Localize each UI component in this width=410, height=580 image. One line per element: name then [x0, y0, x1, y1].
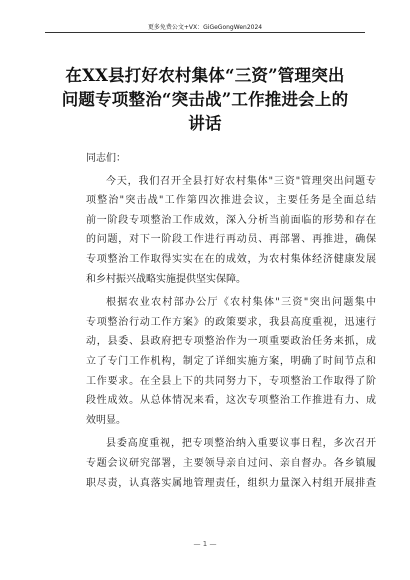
text-line: 专题会议研究部署，主要领导亲自过问、亲自督办。各乡镇履 [86, 457, 376, 469]
title-line: 问题专项整治“突击战”工作推进会上的 [61, 90, 349, 109]
page-header: 更多免费公文+VX：GiGeGongWen2024 [147, 24, 263, 31]
document-title [50, 64, 360, 136]
paragraph-3 [86, 434, 376, 493]
text-line: 今天，我们召开全县打好农村集体"三资"管理突出问题专 [106, 175, 376, 187]
header-divider [45, 32, 365, 33]
text-line: 段性成效。从总体情况来看，这次专项整治工作推进有力、成 [86, 395, 376, 407]
text-line: 立了专门工作机构，制定了详细实施方案，明确了时间节点和 [86, 355, 376, 367]
text-line: 动，县委、县政府把专项整治作为一项重要政治任务来抓，成 [86, 336, 376, 348]
text-line: 职尽责，认真落实属地管理责任，组织力量深入村组开展排查 [86, 477, 376, 489]
text-line: 专项整治行动工作方案》的政策要求，我县高度重视，迅速行 [86, 316, 376, 328]
text-line: 项整治"突击战"工作第四次推进会议，主要任务是全面总结 [86, 195, 376, 207]
text-line: 的问题，对下一阶段工作进行再动员、再部署、再推进，确保 [86, 234, 376, 246]
text-line: 根据农业农村部办公厅《农村集体"三资"突出问题集中 [106, 297, 376, 309]
text-line: 和乡村振兴战略实施提供坚实保障。 [86, 273, 246, 285]
text-line: 效明显。 [86, 414, 126, 426]
text-line: 前一阶段专项整治工作成效，深入分析当前面临的形势和存在 [86, 214, 376, 226]
salutation: 同志们： [86, 153, 126, 164]
page-number: — 1 — [193, 540, 217, 548]
text-line: 专项整治工作取得实实在在的成效，为农村集体经济健康发展 [86, 253, 376, 265]
title-line: 在XX县打好农村集体“三资”管理突出 [65, 66, 345, 85]
text-line: 工作要求。在全县上下的共同努力下，专项整治工作取得了阶 [86, 375, 376, 387]
paragraph-1 [86, 172, 376, 290]
document-body [86, 149, 376, 497]
paragraph-2 [86, 293, 376, 430]
title-line: 讲话 [188, 114, 222, 133]
text-line: 县委高度重视，把专项整治纳入重要议事日程，多次召开 [106, 438, 376, 450]
